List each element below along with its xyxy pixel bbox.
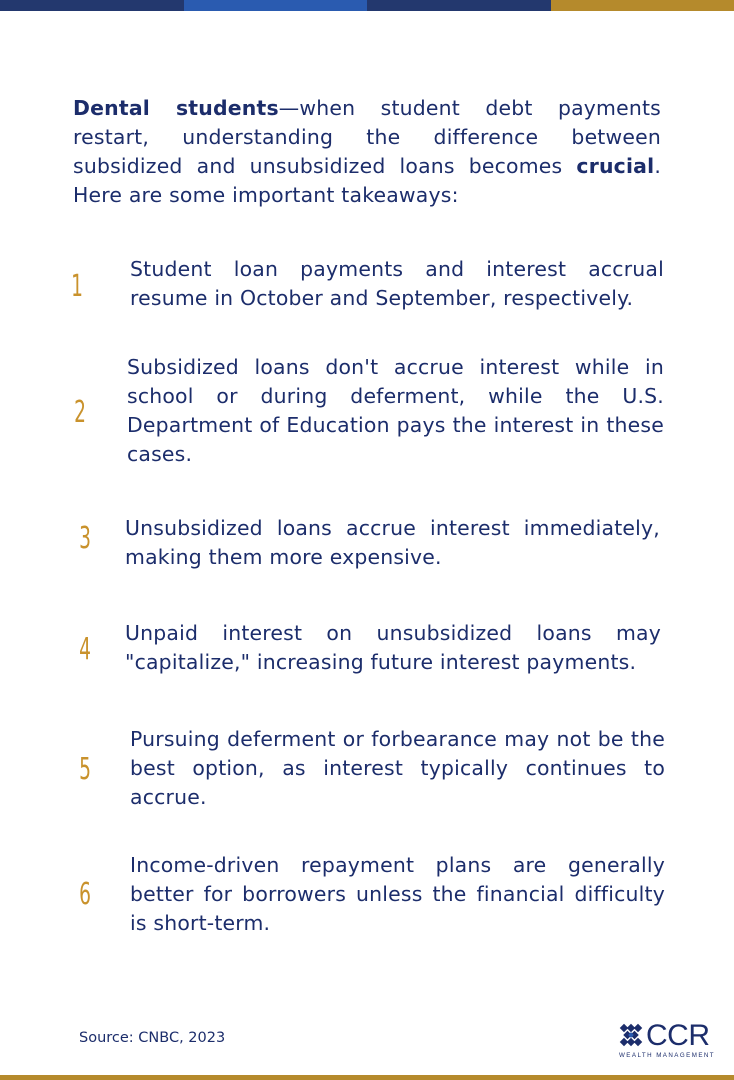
- takeaway-text-6: Income-driven repayment plans are generally better for borrowers unless the financial difficulty is short-term.: [130, 853, 665, 935]
- logo-tagline: WEALTH MANAGEMENT: [619, 1052, 716, 1059]
- takeaway-text-4: Unpaid interest on unsubsidized loans may "capitalize," increasing future interest payments.: [125, 621, 661, 674]
- ccr-logo: [617, 1018, 717, 1062]
- logo-name: CCR: [646, 1019, 710, 1052]
- top-color-bar: [0, 0, 734, 11]
- top-bar-segment-navy: [0, 0, 184, 11]
- top-bar-segment-gold: [551, 0, 734, 11]
- takeaway-text-3: Unsubsidized loans accrue interest immediately, making them more expensive.: [125, 516, 660, 569]
- intro-text-1: —when student debt payments restart, understanding the difference between subsidized and unsubsidized loans becomes: [73, 96, 662, 178]
- takeaway-number-3: 3: [79, 521, 91, 556]
- takeaway-number-2: 2: [74, 395, 86, 430]
- intro-bold-lead: Dental students: [73, 96, 279, 120]
- top-bar-segment-blue: [184, 0, 367, 11]
- takeaway-number-6: 6: [79, 877, 91, 912]
- takeaway-number-4: 4: [79, 632, 91, 667]
- top-bar-segment-navy-2: [367, 0, 551, 11]
- intro-text-2: . Here are some important takeaways:: [73, 154, 661, 207]
- ccr-logo-mark-icon: [617, 1021, 645, 1049]
- intro-paragraph: [73, 94, 661, 210]
- takeaway-number-1: 1: [71, 269, 83, 304]
- takeaway-text-5: Pursuing deferment or forbearance may not be the best option, as interest typically continues to accrue.: [130, 727, 665, 809]
- bottom-color-bar: [0, 1075, 734, 1080]
- intro-bold-mid: crucial: [576, 154, 655, 178]
- takeaway-number-5: 5: [79, 752, 91, 787]
- source-citation: Source: CNBC, 2023: [79, 1030, 226, 1046]
- takeaway-text-1: Student loan payments and interest accrual resume in October and September, respectively.: [130, 257, 664, 310]
- takeaway-text-2: Subsidized loans don't accrue interest while in school or during deferment, while the U.S. Department of Education pays the interest in these cases.: [127, 355, 664, 466]
